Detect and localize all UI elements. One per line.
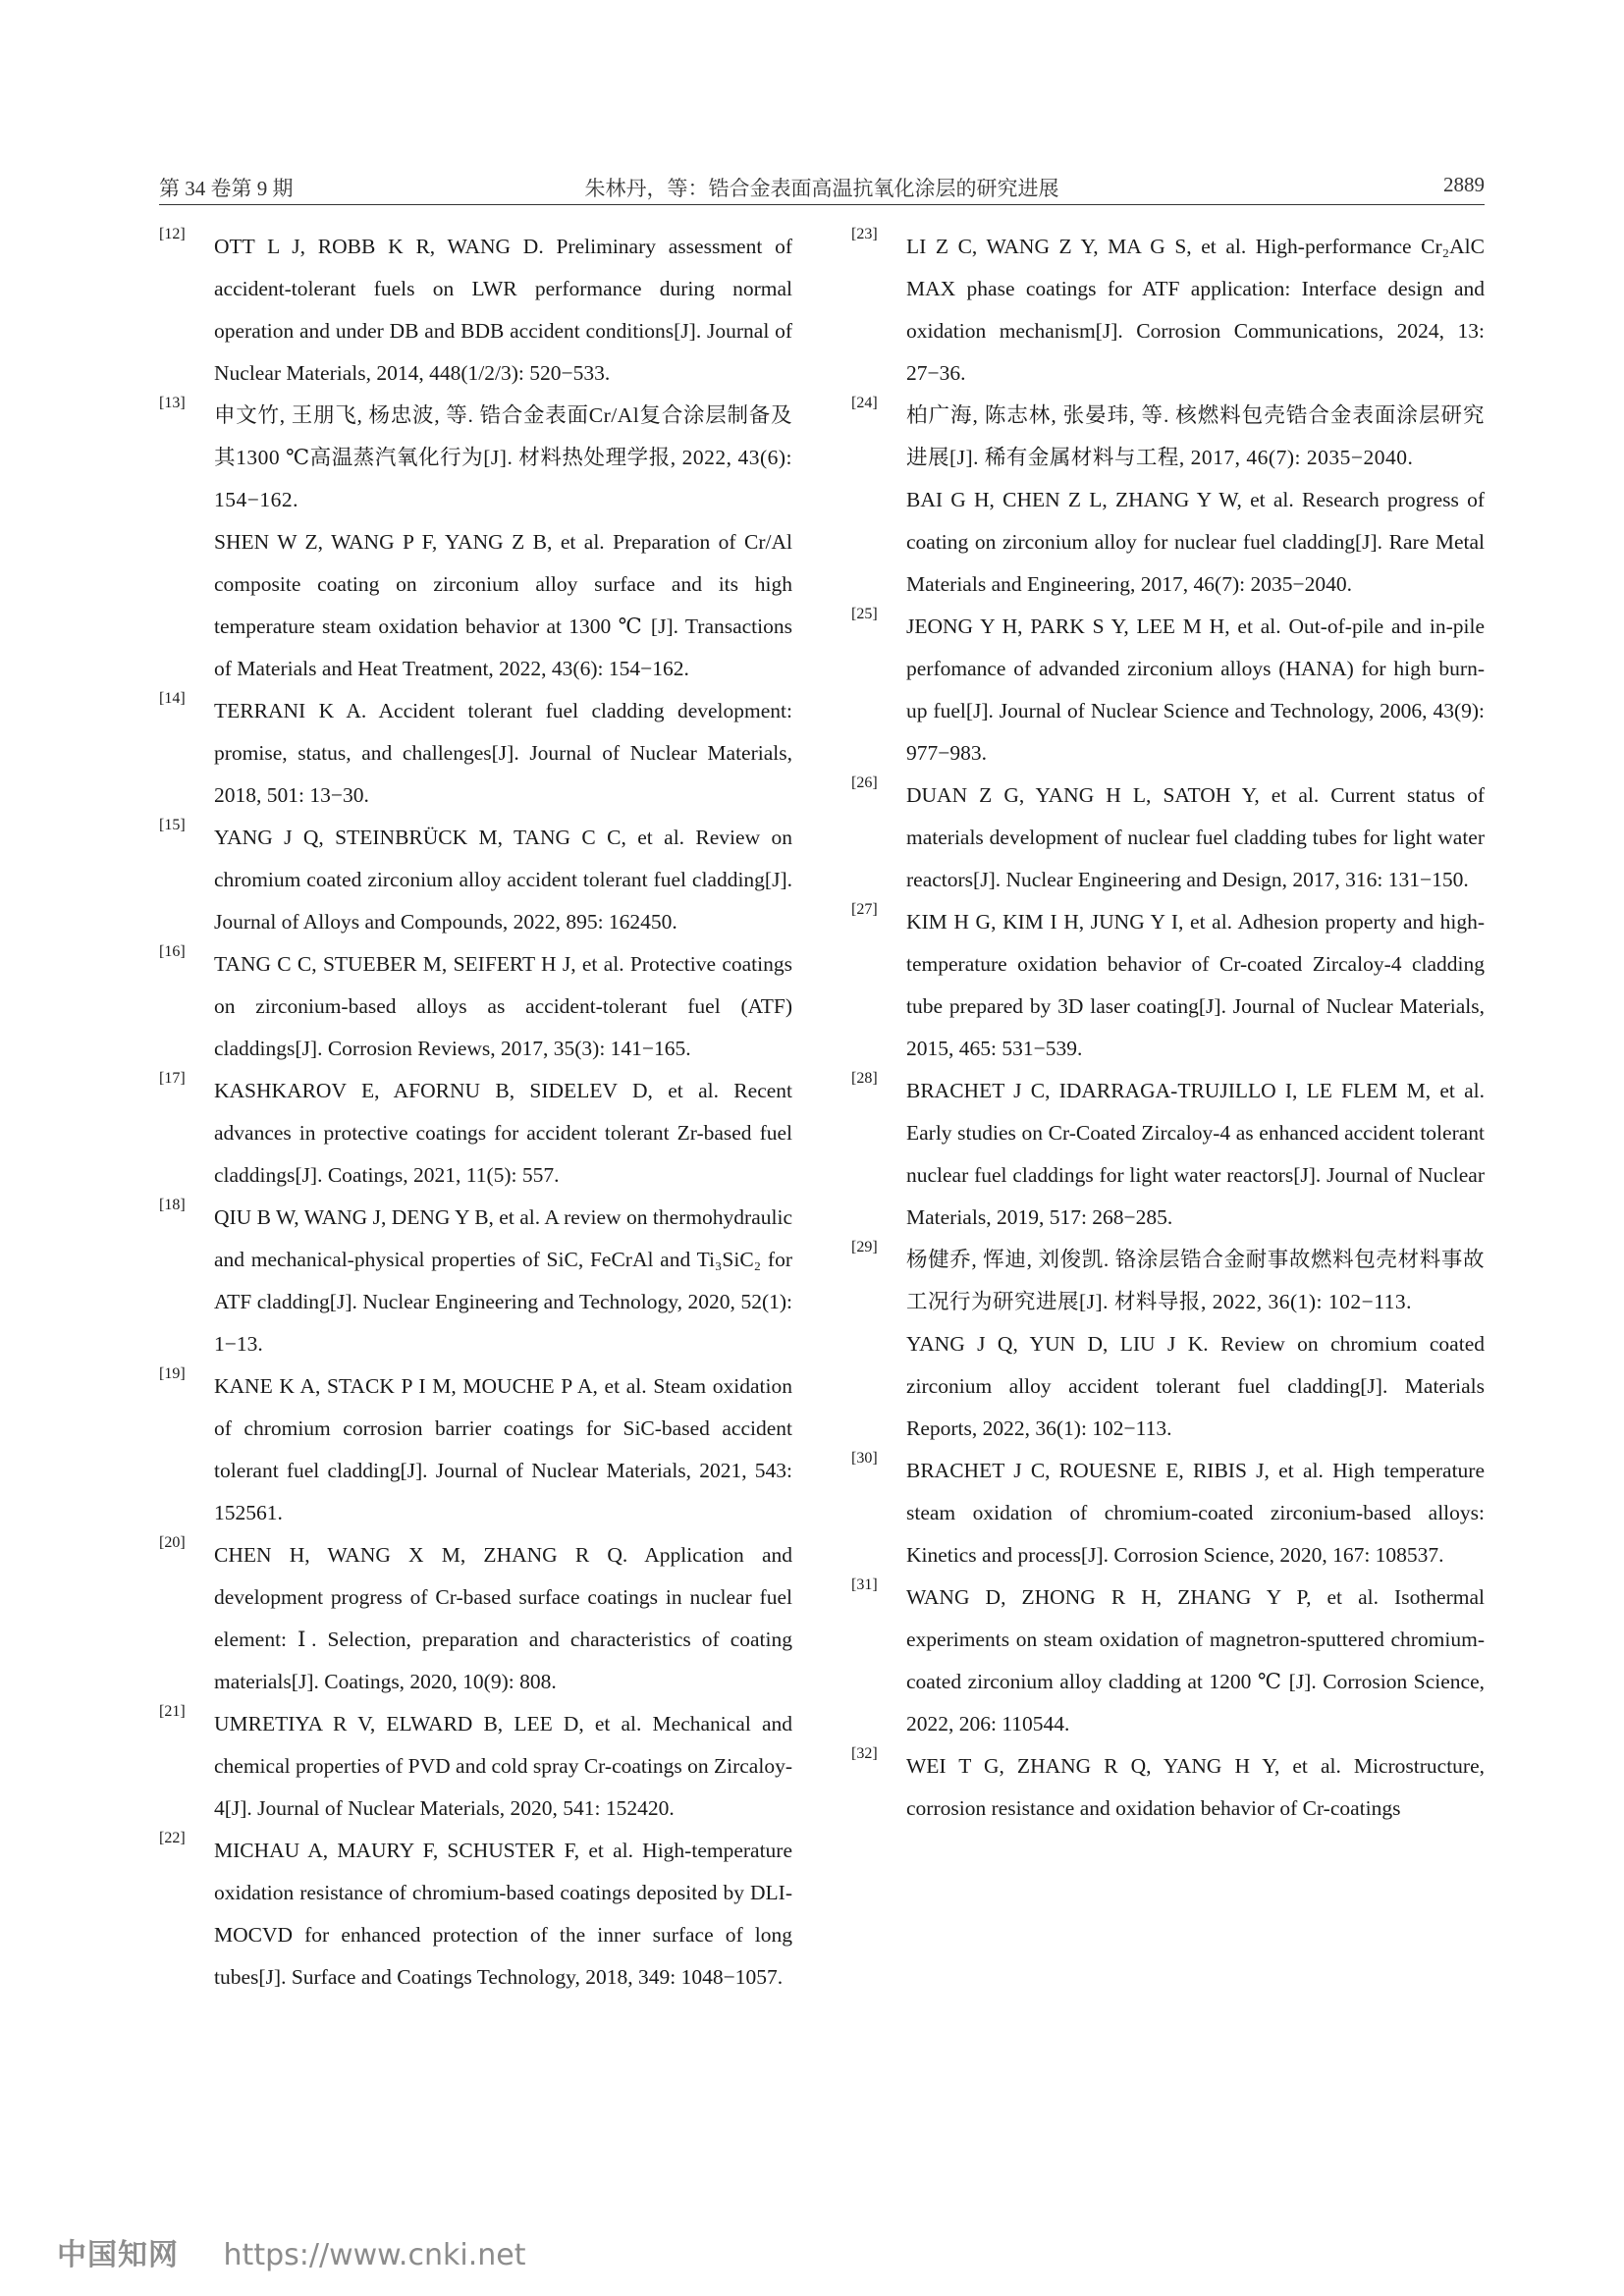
reference-number: [16] xyxy=(159,943,186,960)
reference-item xyxy=(159,1534,792,1703)
reference-number: [27] xyxy=(851,901,878,918)
reference-number: [18] xyxy=(159,1197,186,1213)
reference-number: [14] xyxy=(159,690,186,707)
reference-item xyxy=(159,226,792,395)
reference-text: LI Z C, WANG Z Y, MA G S, et al. High-performance Cr₂AlC MAX phase coatings for ATF application: Interface design and oxidation mechanism[J]. Corrosion Communications, 2024, 13: 27−36. xyxy=(906,235,1485,385)
reference-text: KIM H G, KIM I H, JUNG Y I, et al. Adhesion property and high-temperature oxidation behavior of Cr-coated Zircaloy-4 cladding tube prepared by 3D laser coating[J]. Journal of Nuclear Materials, 2015, 465: 531−539. xyxy=(906,910,1485,1060)
journal-issue: 第 34 卷第 9 期 xyxy=(159,177,294,200)
reference-item xyxy=(851,1239,1485,1450)
left-column xyxy=(159,226,792,1999)
reference-item xyxy=(851,1450,1485,1576)
cnki-watermark xyxy=(57,2230,525,2273)
reference-number: [20] xyxy=(159,1534,186,1551)
reference-item xyxy=(851,226,1485,395)
reference-text: CHEN H, WANG X M, ZHANG R Q. Application and development progress of Cr-based surface coatings in nuclear fuel element: Ⅰ. Selection, preparation and characteristics of coating materials[J]. Coatings, 2020, 10(9): 808. xyxy=(214,1543,792,1693)
reference-text: YANG J Q, STEINBRÜCK M, TANG C C, et al. Review on chromium coated zirconium alloy accident tolerant fuel cladding[J]. Journal of Alloys and Compounds, 2022, 895: 162450. xyxy=(214,826,792,934)
reference-number: [21] xyxy=(159,1703,186,1720)
reference-text: BAI G H, CHEN Z L, ZHANG Y W, et al. Research progress of coating on zirconium alloy for nuclear fuel cladding[J]. Rare Metal Materials and Engineering, 2017, 46(7): 2035−2040. xyxy=(906,488,1485,596)
reference-text: SHEN W Z, WANG P F, YANG Z B, et al. Preparation of Cr/Al composite coating on zirconium alloy surface and its high temperature steam oxidation behavior at 1300 ℃ [J]. Transactions of Materials and Heat Treatment, 2022, 43(6): 154−162. xyxy=(214,530,792,680)
running-title: 朱林丹，等：锆合金表面高温抗氧化涂层的研究进展 xyxy=(584,177,1059,200)
right-column xyxy=(851,226,1485,1830)
reference-number: [15] xyxy=(159,817,186,833)
reference-number: [25] xyxy=(851,606,878,622)
reference-text: TANG C C, STUEBER M, SEIFERT H J, et al. Protective coatings on zirconium-based alloys as accident-tolerant fuel (ATF) claddings[J]. Corrosion Reviews, 2017, 35(3): 141−165. xyxy=(214,952,792,1060)
page-number: 2889 xyxy=(1443,173,1485,196)
reference-item xyxy=(159,1197,792,1365)
reference-item xyxy=(851,395,1485,606)
reference-text: WANG D, ZHONG R H, ZHANG Y P, et al. Isothermal experiments on steam oxidation of magnetron-sputtered chromium-coated zirconium alloy cladding at 1200 ℃ [J]. Corrosion Science, 2022, 206: 110544. xyxy=(906,1585,1485,1735)
reference-text: DUAN Z G, YANG H L, SATOH Y, et al. Current status of materials development of nuclear fuel cladding tubes for light water reactors[J]. Nuclear Engineering and Design, 2017, 316: 131−150. xyxy=(906,783,1485,891)
reference-item xyxy=(159,1703,792,1830)
header-rule xyxy=(159,204,1485,205)
reference-number: [24] xyxy=(851,395,878,411)
reference-number: [30] xyxy=(851,1450,878,1467)
reference-text: OTT L J, ROBB K R, WANG D. Preliminary assessment of accident-tolerant fuels on LWR performance during normal operation and under DB and BDB accident conditions[J]. Journal of Nuclear Materials, 2014, 448(1/2/3): 520−533. xyxy=(214,235,792,385)
reference-item xyxy=(159,943,792,1070)
reference-text: BRACHET J C, IDARRAGA-TRUJILLO I, LE FLEM M, et al. Early studies on Cr-Coated Zircaloy-4 as enhanced accident tolerant nuclear fuel claddings for light water reactors[J]. Journal of Nuclear Materials, 2019, 517: 268−285. xyxy=(906,1079,1485,1229)
reference-item xyxy=(159,690,792,817)
cnki-url[interactable]: https://www.cnki.net xyxy=(223,2238,526,2272)
reference-number: [29] xyxy=(851,1239,878,1255)
reference-number: [13] xyxy=(159,395,186,411)
reference-item xyxy=(851,901,1485,1070)
reference-text: BRACHET J C, ROUESNE E, RIBIS J, et al. High temperature steam oxidation of chromium-coated zirconium-based alloys: Kinetics and process[J]. Corrosion Science, 2020, 167: 108537. xyxy=(906,1459,1485,1567)
reference-item xyxy=(851,774,1485,901)
reference-text: KASHKAROV E, AFORNU B, SIDELEV D, et al. Recent advances in protective coatings for accident tolerant Zr-based fuel claddings[J]. Coatings, 2021, 11(5): 557. xyxy=(214,1079,792,1187)
reference-text: MICHAU A, MAURY F, SCHUSTER F, et al. High-temperature oxidation resistance of chromium-based coatings deposited by DLI-MOCVD for enhanced protection of the inner surface of long tubes[J]. Surface and Coatings Technology, 2018, 349: 1048−1057. xyxy=(214,1839,792,1989)
reference-text: JEONG Y H, PARK S Y, LEE M H, et al. Out-of-pile and in-pile perfomance of advanded zirconium alloys (HANA) for high burn-up fuel[J]. Journal of Nuclear Science and Technology, 2006, 43(9): 977−983. xyxy=(906,614,1485,765)
reference-item xyxy=(851,1745,1485,1830)
reference-number: [19] xyxy=(159,1365,186,1382)
reference-text: WEI T G, ZHANG R Q, YANG H Y, et al. Microstructure, corrosion resistance and oxidation behavior of Cr-coatings xyxy=(906,1754,1485,1820)
reference-text: UMRETIYA R V, ELWARD B, LEE D, et al. Mechanical and chemical properties of PVD and cold spray Cr-coatings on Zircaloy-4[J]. Journal of Nuclear Materials, 2020, 541: 152420. xyxy=(214,1712,792,1820)
reference-text: YANG J Q, YUN D, LIU J K. Review on chromium coated zirconium alloy accident tolerant fuel cladding[J]. Materials Reports, 2022, 36(1): 102−113. xyxy=(906,1332,1485,1440)
reference-number: [31] xyxy=(851,1576,878,1593)
reference-text: TERRANI K A. Accident tolerant fuel cladding development: promise, status, and challenges[J]. Journal of Nuclear Materials, 2018, 501: 13−30. xyxy=(214,699,792,807)
reference-item xyxy=(159,395,792,690)
reference-number: [23] xyxy=(851,226,878,242)
reference-text: 柏广海, 陈志林, 张晏玮, 等. 核燃料包壳锆合金表面涂层研究进展[J]. 稀有金属材料与工程, 2017, 46(7): 2035−2040. xyxy=(906,403,1485,469)
reference-text: 杨健乔, 恽迪, 刘俊凯. 铬涂层锆合金耐事故燃料包壳材料事故工况行为研究进展[J]. 材料导报, 2022, 36(1): 102−113. xyxy=(906,1248,1485,1313)
reference-item xyxy=(159,817,792,943)
cnki-brand: 中国知网 xyxy=(57,2238,179,2272)
reference-number: [26] xyxy=(851,774,878,791)
reference-number: [12] xyxy=(159,226,186,242)
reference-item xyxy=(159,1365,792,1534)
reference-number: [17] xyxy=(159,1070,186,1087)
reference-item xyxy=(851,1576,1485,1745)
reference-item xyxy=(851,606,1485,774)
reference-item xyxy=(851,1070,1485,1239)
reference-item xyxy=(159,1830,792,1999)
reference-number: [28] xyxy=(851,1070,878,1087)
reference-number: [22] xyxy=(159,1830,186,1846)
reference-text: KANE K A, STACK P I M, MOUCHE P A, et al. Steam oxidation of chromium corrosion barrier coatings for SiC-based accident tolerant fuel cladding[J]. Journal of Nuclear Materials, 2021, 543: 152561. xyxy=(214,1374,792,1524)
running-header xyxy=(159,173,1485,202)
reference-text: QIU B W, WANG J, DENG Y B, et al. A review on thermohydraulic and mechanical-physical properties of SiC, FeCrAl and Ti₃SiC₂ for ATF cladding[J]. Nuclear Engineering and Technology, 2020, 52(1): 1−13. xyxy=(214,1205,792,1356)
reference-text: 申文竹, 王朋飞, 杨忠波, 等. 锆合金表面Cr/Al复合涂层制备及其1300 ℃高温蒸汽氧化行为[J]. 材料热处理学报, 2022, 43(6): 154−162. xyxy=(214,403,792,511)
reference-number: [32] xyxy=(851,1745,878,1762)
reference-item xyxy=(159,1070,792,1197)
